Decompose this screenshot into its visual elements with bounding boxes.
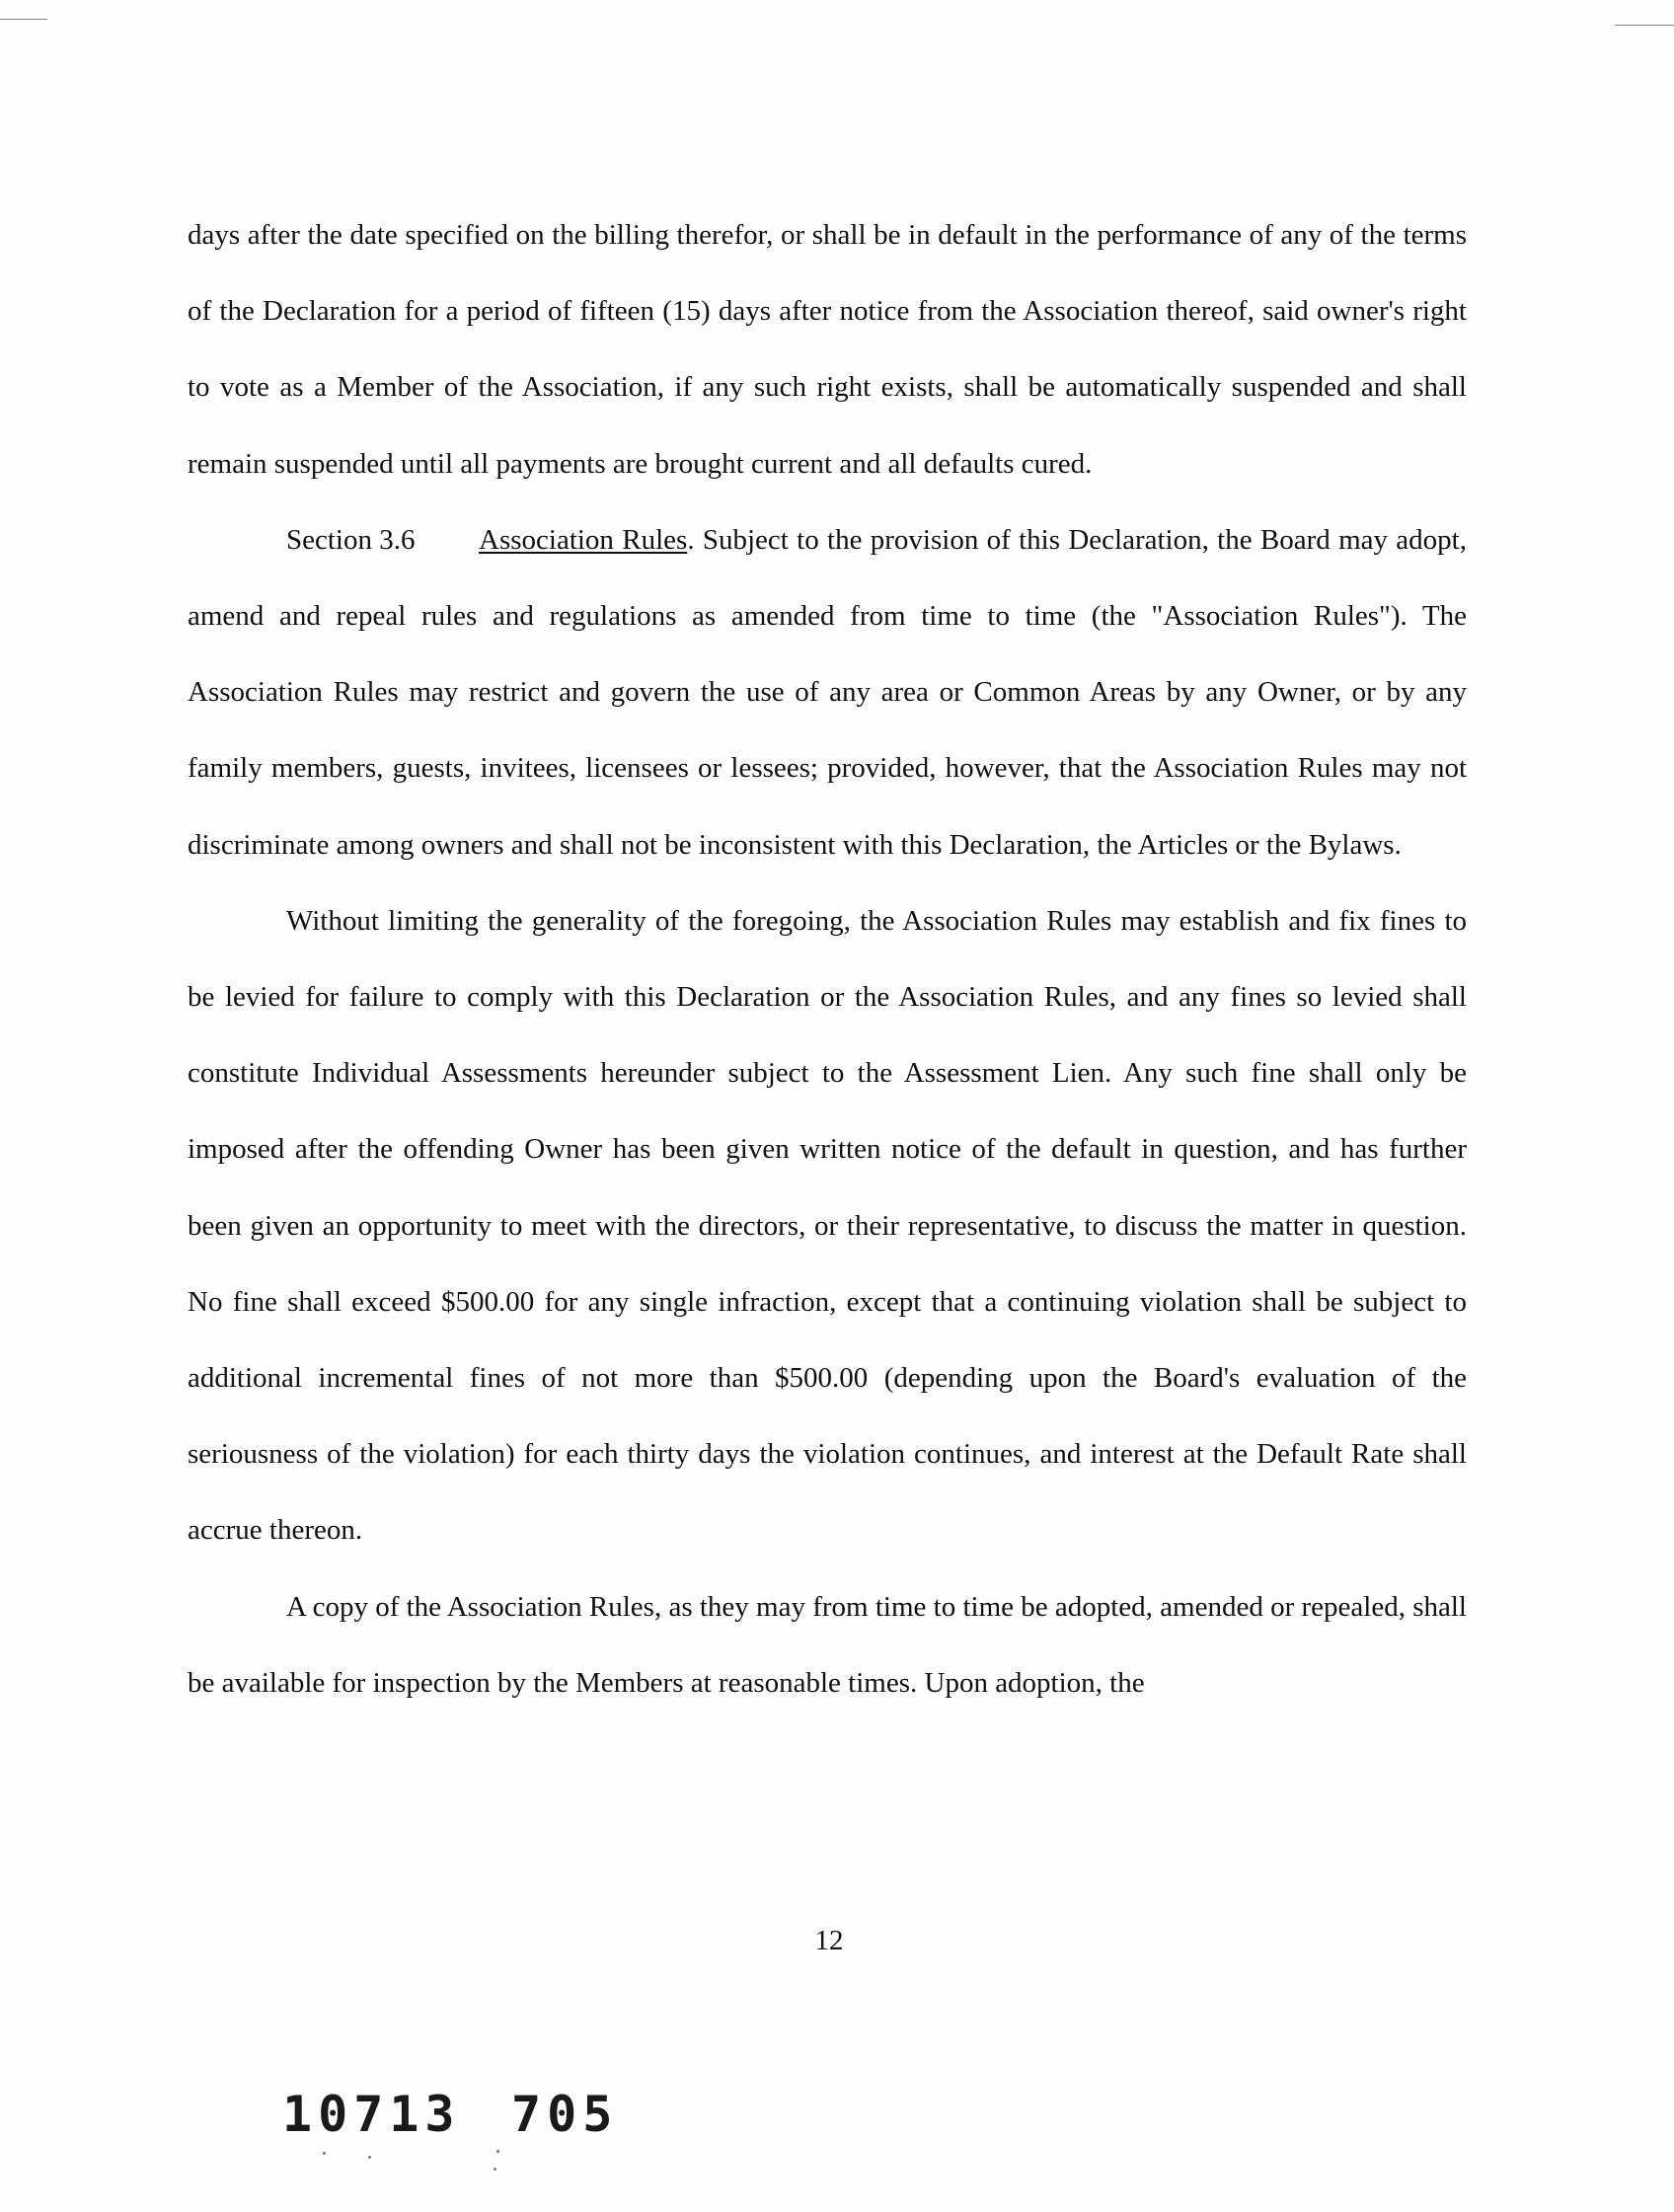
page-number: 12 [814, 1925, 844, 1956]
scan-speck [368, 2156, 371, 2159]
document-body [188, 197, 1467, 1721]
section-text: . Subject to the provision of this Declaration, the Board may adopt, amend and repeal rules and regulations as amended from time to time (the "Association Rules"). The Association Rules may restrict and govern the use of any area or Common Areas by any Owner, or by any family members, guests, invitees, licensees or lessees; provided, however, that the Association Rules may not discriminate among owners and shall not be inconsistent with this Declaration, the Articles or the Bylaws. [188, 523, 1467, 861]
paragraph-fines: Without limiting the generality of the foregoing, the Association Rules may establish and fix fines to be levied for failure to comply with this Declaration or the Association Rules, and any fines so levied shall constitute Individual Assessments hereunder subject to the Assessment Lien. Any such fine shall only be imposed after the offending Owner has been given written notice of the default in question, and has further been given an opportunity to meet with the directors, or their representative, to discuss the matter in question. No fine shall exceed $500.00 for any single infraction, except that a continuing violation shall be subject to additional incremental fines of not more than $500.00 (depending upon the Board's evaluation of the seriousness of the violation) for each thirty days the violation continues, and interest at the Default Rate shall accrue thereon. [188, 904, 1467, 1547]
scan-edge-mark-left [0, 19, 47, 20]
scan-speck [496, 2150, 499, 2153]
paragraph-section-3-6 [188, 502, 1467, 883]
section-title: Association Rules [479, 523, 688, 556]
paragraph-continuation: days after the date specified on the billing therefor, or shall be in default in the performance of any of the terms of the Declaration for a period of fifteen (15) days after notice from the Association thereof, said owner's right to vote as a Member of the Association, if any such right exists, shall be automatically suspended and shall remain suspended until all payments are brought current and all defaults cured. [188, 219, 1467, 480]
paragraph-copy-of-rules: A copy of the Association Rules, as they may from time to time be adopted, amended or repealed, shall be available for inspection by the Members at reasonable times. Upon adoption, the [188, 1590, 1467, 1699]
recording-stamp-book: 10713 [282, 2086, 461, 2143]
scan-speck [494, 2168, 496, 2171]
recording-stamp-page: 705 [511, 2086, 619, 2143]
scan-edge-mark-right [1615, 25, 1674, 26]
section-number: Section 3.6 [286, 523, 416, 556]
scan-speck [323, 2152, 326, 2155]
